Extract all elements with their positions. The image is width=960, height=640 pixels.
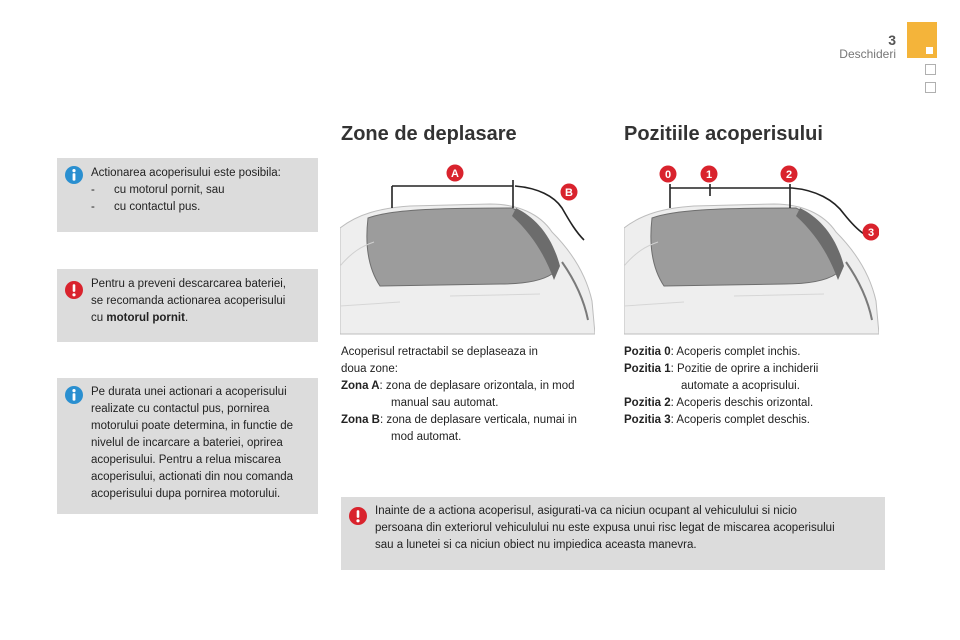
svg-text:1: 1 <box>705 169 713 181</box>
roof-positions-illustration <box>624 156 879 336</box>
page-number: 3 <box>888 32 896 48</box>
roof-zones-illustration <box>340 156 595 336</box>
info-icon <box>65 166 83 184</box>
info-note: Pe durata unei actionari a acoperisului realizate cu contactul pus, pornirea motorului poate determina, in functie de nivelul de incarcare a bateriei, oprirea acoperisului. Pentru a relua miscarea acoperisului, actionati din nou comanda acoperisului dupa pornirea motorului. <box>57 378 318 514</box>
warning-note-wide: Inainte de a actiona acoperisul, asigurati-va ca niciun ocupant al vehiculului si nicio persoana din exteriorul vehiculului nu este expusa unui risc legat de miscarea acoperisului sau a lunetei si ca niciun obiect nu impiedica aceasta manevra. <box>341 497 885 570</box>
zones-heading: Zone de deplasare <box>341 123 517 145</box>
svg-text:A: A <box>451 168 459 180</box>
positions-description: Pozitia 0: Acoperis complet inchis. Pozitia 1: Pozitie de oprire a inchiderii automate a acoprisului. Pozitia 2: Acoperis deschis orizontal. Pozitia 3: Acoperis complet deschis. <box>624 346 819 426</box>
info-note: Actionarea acoperisului este posibila: - cu motorul pornit, sau - cu contactul pus. <box>57 158 318 232</box>
svg-text:2: 2 <box>785 169 793 181</box>
svg-text:3: 3 <box>867 227 875 239</box>
warning-icon <box>65 281 83 299</box>
warning-icon <box>349 507 367 525</box>
section-tab[interactable] <box>925 64 936 75</box>
section-tab[interactable] <box>925 82 936 93</box>
info-icon <box>65 386 83 404</box>
svg-text:B: B <box>565 187 573 199</box>
positions-heading: Pozitiile acoperisului <box>624 123 823 145</box>
svg-text:0: 0 <box>664 169 672 181</box>
warning-note: Pentru a preveni descarcarea bateriei, se recomanda actionarea acoperisului cu motorul pornit. <box>57 269 318 342</box>
zones-description: Acoperisul retractabil se deplaseaza in doua zone: Zona A: zona de deplasare orizontala, in mod manual sau automat. Zona B: zona de deplasare verticala, numai in mod automat. <box>341 346 577 443</box>
section-title: Deschideri <box>839 47 896 61</box>
section-tab-active[interactable] <box>907 22 937 58</box>
